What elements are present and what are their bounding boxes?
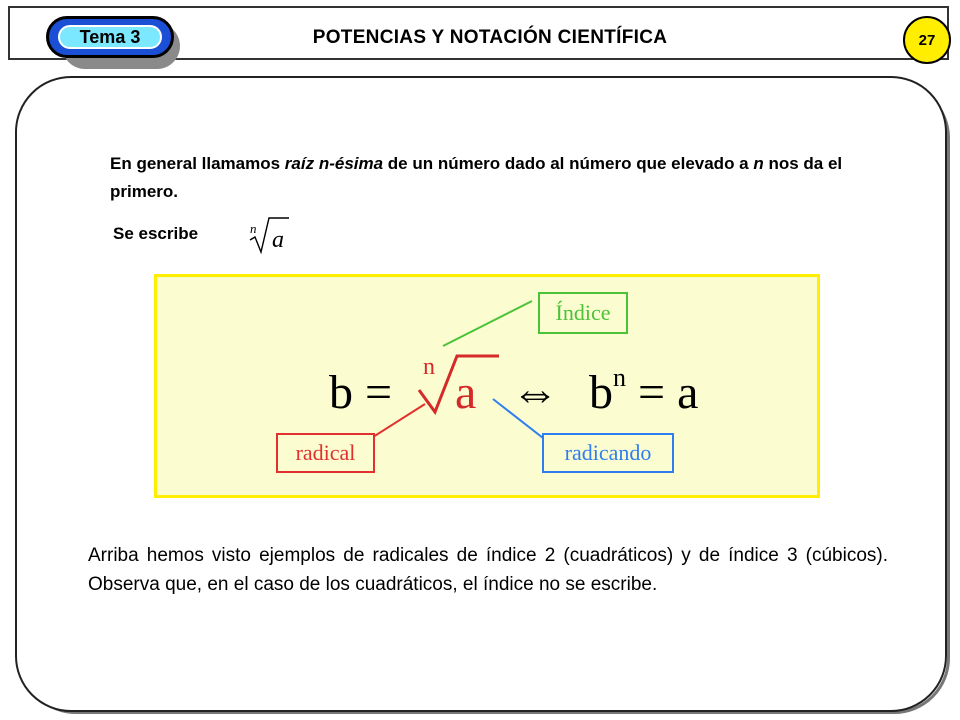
intro-part1: En general llamamos xyxy=(110,154,285,173)
page-number: 27 xyxy=(903,16,951,64)
intro-n-var: n xyxy=(753,154,764,173)
header-bar xyxy=(8,6,949,60)
tema-badge[interactable] xyxy=(46,16,174,58)
label-radicando: radicando xyxy=(542,433,674,473)
label-radical: radical xyxy=(276,433,375,473)
formula-right xyxy=(589,363,699,419)
intro-part3: nos da el primero. xyxy=(110,154,843,201)
formula-right-rest: = a xyxy=(626,366,699,419)
iff-arrow-icon: ⇔ xyxy=(511,366,559,419)
formula-right-base: b xyxy=(589,366,613,419)
indice-pointer-line xyxy=(443,301,532,346)
formula-radicand-a: a xyxy=(455,366,477,419)
outro-paragraph: Arriba hemos visto ejemplos de radicales de índice 2 (cuadráticos) y de índice 3 (cúbicos). Observa que, en el caso de los cuadráticos, el índice no se escribe. xyxy=(88,545,888,595)
diagram-lines xyxy=(157,277,817,495)
formula-right-exponent: n xyxy=(613,363,626,392)
tema-label: Tema 3 xyxy=(58,25,162,49)
intro-term: raíz n-ésima xyxy=(284,154,384,173)
label-indice: Índice xyxy=(538,292,628,334)
formula-index-n: n xyxy=(423,354,435,380)
radical-diagram-box xyxy=(154,274,820,498)
page-title: POTENCIAS Y NOTACIÓN CIENTÍFICA xyxy=(312,27,668,48)
root-radicand-text: a xyxy=(272,227,284,253)
intro-part2: de un número dado al número que elevado a xyxy=(383,154,754,173)
root-index-text: n xyxy=(250,221,257,236)
intro-paragraph xyxy=(110,150,870,206)
formula-left-b: b = xyxy=(329,366,393,419)
se-escribe-label: Se escribe xyxy=(113,224,199,243)
nth-root-symbol xyxy=(247,214,291,256)
